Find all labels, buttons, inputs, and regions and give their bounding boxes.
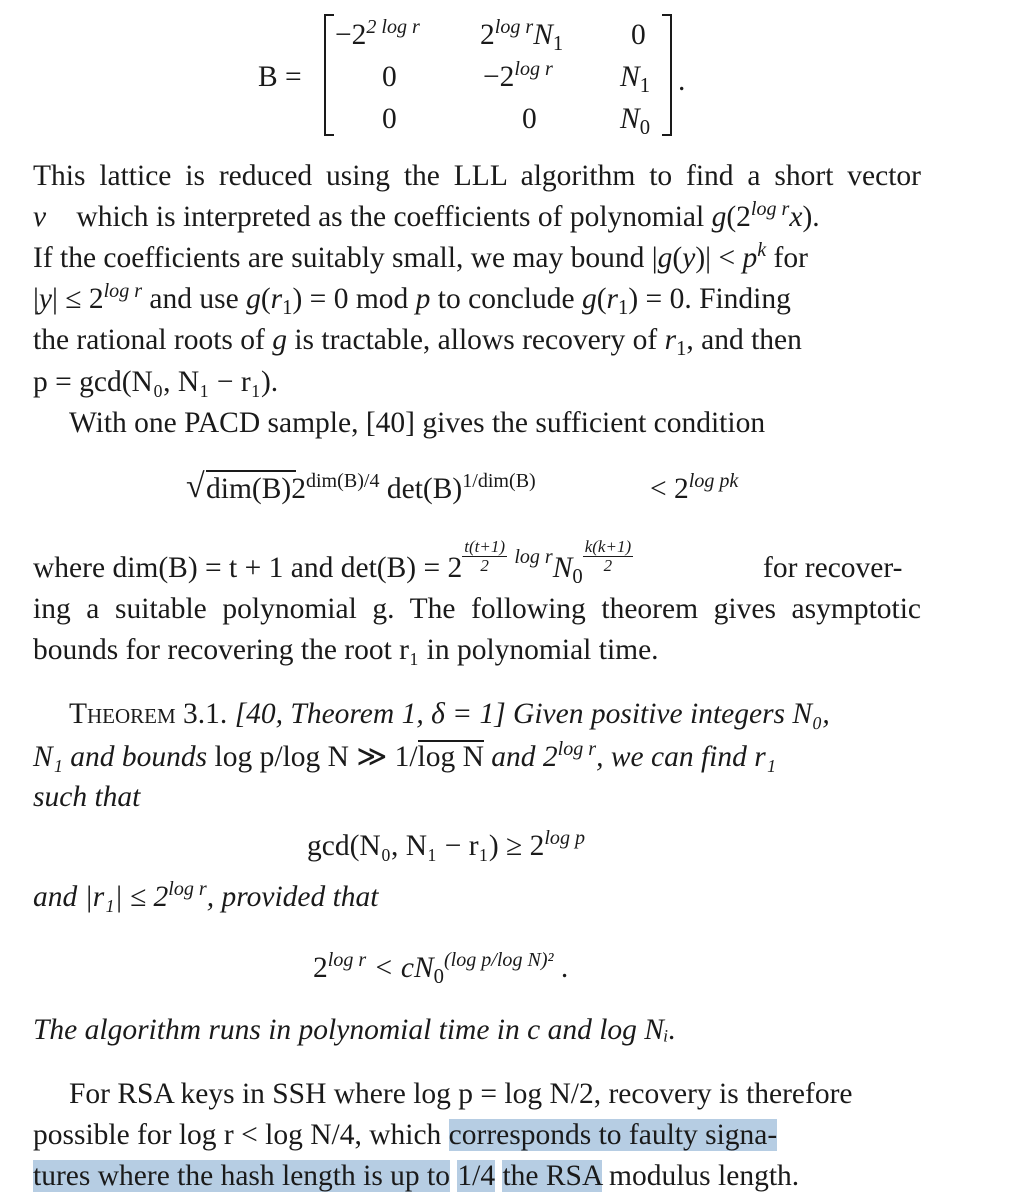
sqrt-symbol: √ [186,468,205,505]
matrix-cell-1-3: 0 [631,19,646,51]
theorem-gcd-equation: gcd(N₀, $N_1 - r_1) \ge 2^{log p}$ [307,826,586,862]
matrix-cell-3-3: $N_0$ [620,103,651,140]
matrix-cell-3-1: 0 [382,103,397,135]
matrix-cell-2-1: 0 [382,61,397,93]
highlighted-text: tures where the hash length is up to [33,1160,451,1192]
matrix-cell-2-2: $-2^{log r}$ [483,57,553,93]
text-line: p = gcd(N₀, N₁ − r₁). [33,366,279,398]
text-line: ing a suitable polynomial g. The following theorem gives asymptotic [33,593,921,625]
text-line: the rational roots of g is tractable, allows recovery of $r_1$, and then [33,324,802,361]
vector-v: v⃗ [33,201,70,233]
matrix-cell-1-1: $-2^{2 log r}$ [335,15,420,51]
theorem-line: Theorem 3.1. [40, Theorem 1, δ = 1] Given positive integers N₀, [69,698,830,730]
paragraph-pacd: With one PACD sample, [40] gives the sufficient condition [69,407,766,439]
highlighted-text: corresponds to faulty signa- [448,1119,778,1151]
condition-lhs: $dim(B)2^{dim(B)/4}$ $\det(B)^{1/dim(B)}$ [206,469,536,505]
condition-rhs: < $2^{log pk}$ [650,469,739,505]
matrix-left-bracket [324,14,334,136]
matrix-period: . [678,65,686,97]
matrix-label: B = [258,61,302,93]
text-line: possible for log r < log N/4, which corresponds to faulty signa- [33,1119,778,1151]
text-line: where dim(B) = t + 1 and det(B) = 2 $\frac{t(t+1)}{2}$ $\log rN_0$ $\frac{k(k+1)}{2}$ [33,536,632,589]
theorem-line: N₁ and bounds log p/log N ≫ 1/log N and $2^{log r}$, we can find r₁ [33,737,776,773]
text-line: If the coefficients are suitably small, we may bound $|g(y)| < p^k$ for [33,238,808,274]
text-line: $|y| \le 2^{log r}$ and use $g(r_1) = 0$ mod p to conclude $g(r_1) = 0$. Finding [33,279,791,320]
highlighted-text: the RSA [502,1160,602,1192]
highlighted-text: 1/4 [457,1160,496,1192]
text-line: For RSA keys in SSH where log p = log N/2, recovery is therefore [69,1078,853,1110]
matrix-cell-3-2: 0 [522,103,537,135]
theorem-line: and $|r_1| \le 2^{log r}$, provided that [33,877,379,913]
matrix-cell-1-2: $2^{log r}N_1$ [480,15,564,56]
text-line: v⃗ which is interpreted as the coefficients of polynomial $g(2^{log r}x)$. [33,197,820,233]
theorem-bound-equation: $2^{log r} < cN_0^{(log p/log N)^2}$ . [313,948,569,989]
text-recover: for recover- [763,552,903,584]
theorem-line: such that [33,781,141,813]
matrix-cell-2-3: $N_1$ [620,61,651,98]
text-line: This lattice is reduced using the LLL algorithm to find a short vector [33,160,921,192]
theorem-line: The algorithm runs in polynomial time in c and log Nᵢ. [33,1014,677,1046]
text-line: tures where the hash length is up to 1/4 the RSA modulus length. [33,1160,800,1192]
theorem-heading: Theorem 3.1. [69,698,228,730]
matrix-right-bracket [662,14,672,136]
text-line: bounds for recovering the root r₁ in polynomial time. [33,634,659,666]
